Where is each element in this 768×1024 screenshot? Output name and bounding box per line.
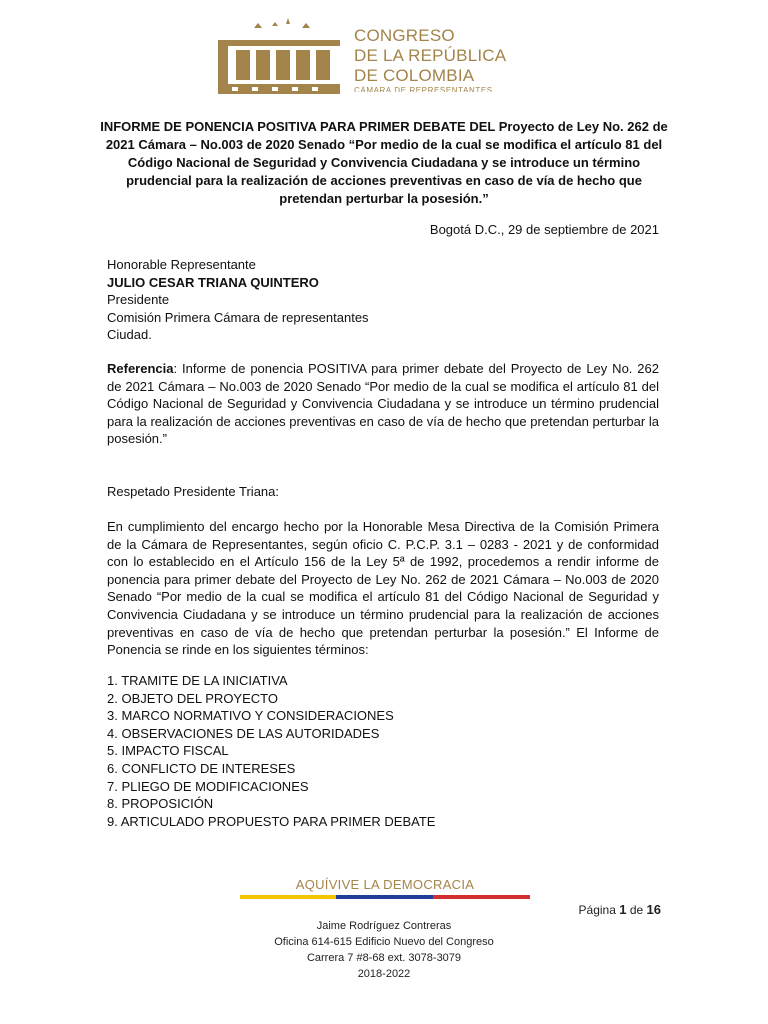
reference-paragraph bbox=[107, 360, 659, 448]
contact-address: Carrera 7 #8-68 ext. 3078-3079 bbox=[306, 952, 462, 964]
list-item: 7. PLIEGO DE MODIFICACIONES bbox=[107, 778, 309, 794]
document-date: Bogotá D.C., 29 de septiembre de 2021 bbox=[429, 222, 659, 237]
flag-yellow-segment bbox=[240, 895, 336, 899]
addressee-block bbox=[107, 256, 667, 344]
list-item: 1. TRAMITE DE LA INICIATIVA bbox=[107, 673, 288, 688]
contents-list bbox=[107, 672, 659, 830]
logo-line-3: DE COLOMBIA bbox=[354, 66, 475, 85]
list-item: 3. MARCO NORMATIVO Y CONSIDERACIONES bbox=[107, 708, 394, 724]
logo-line-1: CONGRESO bbox=[354, 26, 455, 45]
list-item: 2. OBJETO DEL PROYECTO bbox=[107, 690, 278, 706]
salutation: Respetado Presidente Triana: bbox=[107, 484, 279, 499]
contact-office: Oficina 614-615 Edificio Nuevo del Congreso bbox=[274, 936, 494, 948]
reference-text: : Informe de ponencia POSITIVA para primer debate del Proyecto de Ley No. 262 de 2021 Cámara – No.003 de 2020 Senado “Por medio de la cual se modifica el artículo 81 del Código Nacional de Seguridad y Convivencia Ciudadana y se introduce un término prudencial para la realización de acciones preventivas en caso de vía de hecho que pretendan perturbar la posesión.” bbox=[107, 361, 659, 447]
page-label: Página bbox=[578, 903, 616, 917]
logo-subline: CÁMARA DE REPRESENTANTES bbox=[354, 86, 493, 92]
addressee-salutation: Honorable Representante bbox=[107, 257, 256, 272]
page-current: 1 bbox=[619, 902, 627, 917]
list-item: 4. OBSERVACIONES DE LAS AUTORIDADES bbox=[107, 725, 380, 741]
addressee-name: JULIO CESAR TRIANA QUINTERO bbox=[107, 274, 319, 290]
flag-red-segment bbox=[433, 895, 530, 899]
flag-stripe bbox=[240, 895, 530, 899]
list-item: 9. ARTICULADO PROPUESTO PARA PRIMER DEBATE bbox=[107, 813, 436, 829]
list-item: 5. IMPACTO FISCAL bbox=[107, 743, 229, 759]
logo-line-2: DE LA REPÚBLICA bbox=[354, 46, 507, 65]
page-total: 16 bbox=[646, 902, 661, 917]
logo-wordmark bbox=[354, 26, 507, 92]
flag-blue-segment bbox=[336, 895, 433, 899]
footer-slogan: AQUÍVIVE LA DEMOCRACIA bbox=[295, 877, 475, 892]
page-of: de bbox=[629, 903, 644, 917]
list-item: 6. CONFLICTO DE INTERESES bbox=[107, 760, 296, 776]
document-title: INFORME DE PONENCIA POSITIVA PARA PRIMER DEBATE DEL Proyecto de Ley No. 262 de 2021 Cámara – No.003 de 2020 Senado “Por medio de la cual se modifica el artículo 81 del Código Nacional de Seguridad y Convivencia Ciudadana y se introduce un término prudencial para la realización de acciones preventivas en caso de vía de hecho que pretendan perturbar la posesión.” bbox=[100, 119, 668, 206]
addressee-role: Presidente bbox=[107, 292, 170, 308]
addressee-commission: Comisión Primera Cámara de representantes bbox=[107, 309, 369, 325]
reference-label: Referencia bbox=[107, 361, 174, 376]
list-item: 8. PROPOSICIÓN bbox=[107, 796, 214, 812]
contact-period: 2018-2022 bbox=[357, 968, 411, 980]
page-number bbox=[579, 902, 661, 917]
footer-contact bbox=[234, 918, 534, 982]
body-paragraph: En cumplimiento del encargo hecho por la Honorable Mesa Directiva de la Comisión Primera de la Cámara de Representantes, según oficio C. P.C.P. 3.1 – 0283 - 2021 y de conformidad con lo establecido en el Artículo 156 de la Ley 5ª de 1992, procedemos a rendir informe de ponencia para primer debate del Proyecto de Ley No. 262 de 2021 Cámara – No.003 de 2020 Senado “Por medio de la cual se modifica el artículo 81 del Código Nacional de Seguridad y Convivencia Ciudadana y se introduce un término prudencial para la realización de acciones preventivas en caso de vía de hecho que pretendan perturbar la posesión.” El Informe de Ponencia se rinde en los siguientes términos: bbox=[107, 519, 659, 658]
addressee-city: Ciudad. bbox=[107, 327, 152, 343]
contact-name: Jaime Rodríguez Contreras bbox=[316, 920, 452, 932]
congreso-logo bbox=[214, 14, 507, 94]
capitol-building-icon bbox=[214, 14, 340, 94]
